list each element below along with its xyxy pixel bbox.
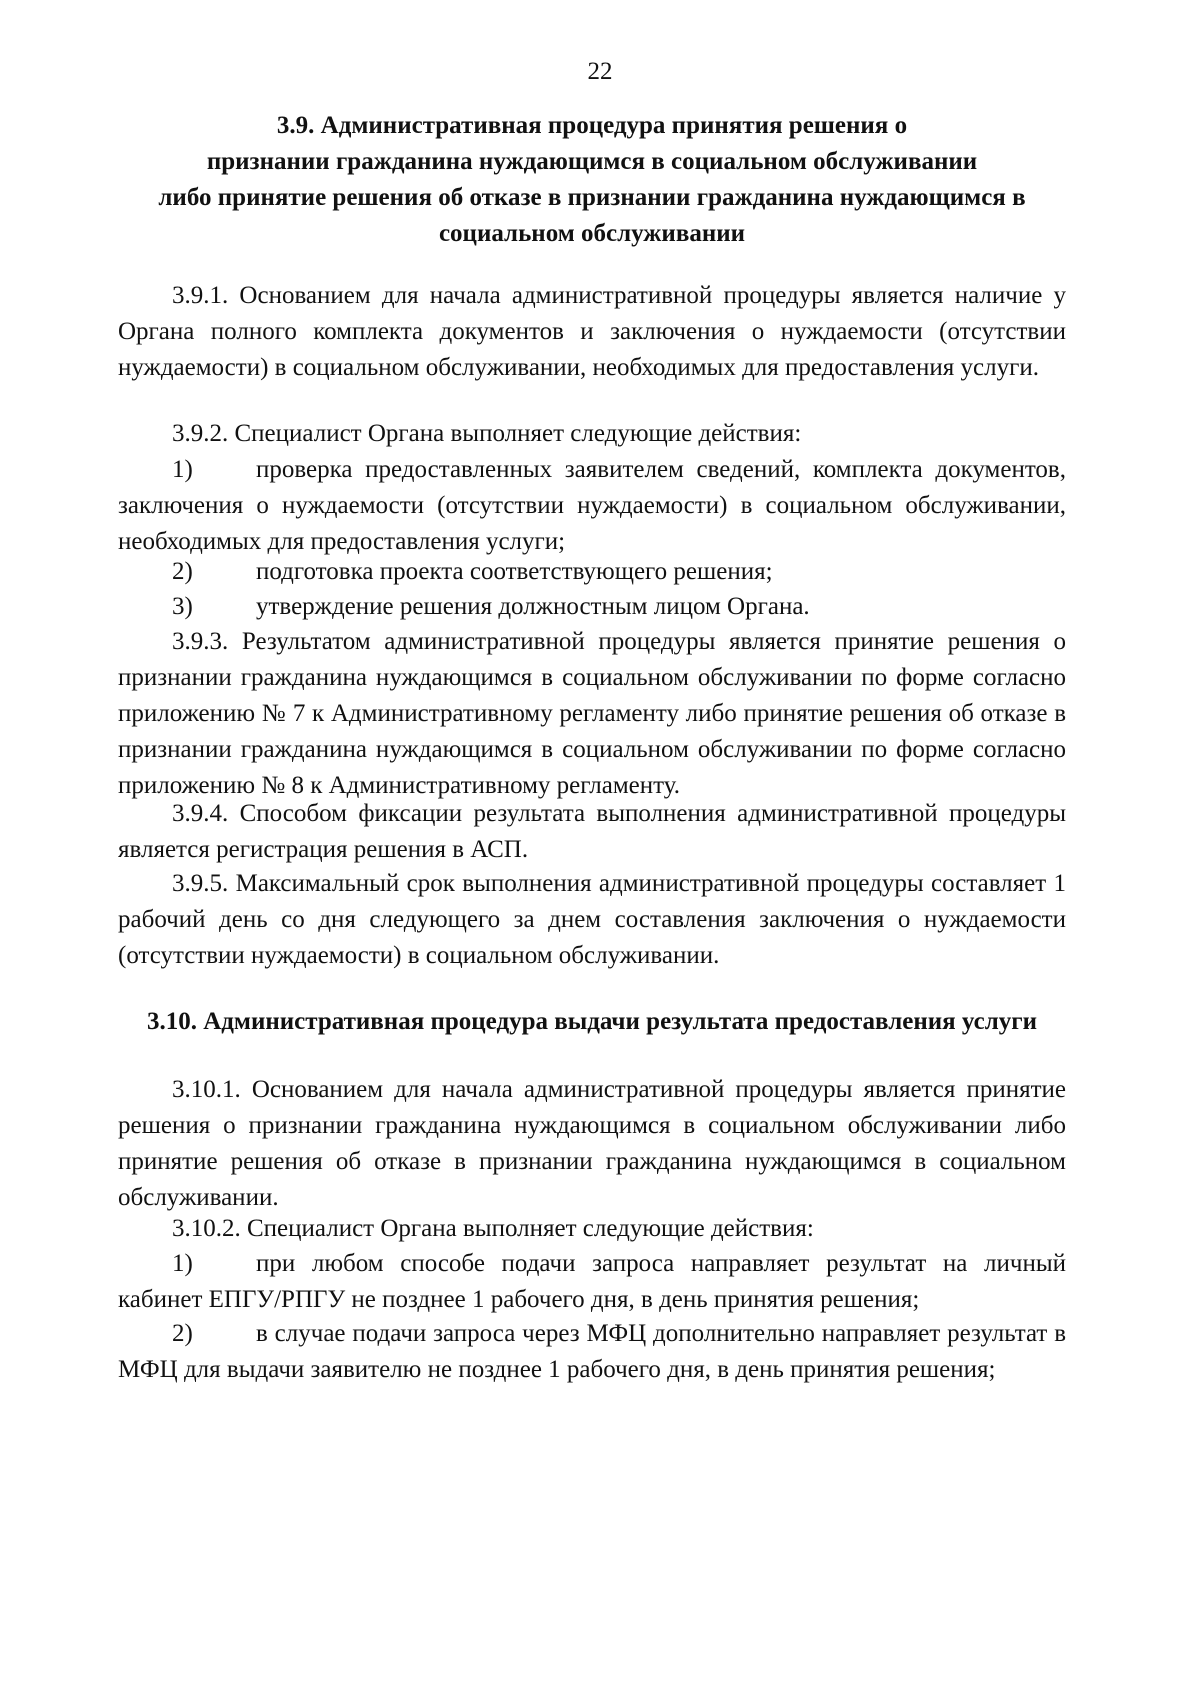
paragraph-3-9-2: 3.9.2. Специалист Органа выполняет следующие действия: [172, 420, 802, 447]
list-item-text: при любом способе подачи запроса направляет результат на личный кабинет ЕПГУ/РПГУ не позднее 1 рабочего дня, в день принятия решения; [118, 1250, 1066, 1313]
list-item-number: 1) [172, 456, 193, 483]
list-item [118, 589, 1066, 625]
list-item-number: 2) [172, 1320, 193, 1347]
section-3-10-heading [118, 1004, 1066, 1040]
paragraph-3-10-2: 3.10.2. Специалист Органа выполняет следующие действия: [172, 1215, 814, 1242]
heading-line: 3.9. Административная процедура принятия решения о [276, 112, 908, 139]
list-item-text: в случае подачи запроса через МФЦ дополнительно направляет результат в МФЦ для выдачи заявителю не позднее 1 рабочего дня, в день принятия решения; [118, 1320, 1066, 1383]
list-item [118, 1246, 1066, 1318]
heading-line: социальном обслуживании [438, 220, 746, 247]
paragraph-3-9-3: 3.9.3. Результатом административной процедуры является принятие решения о признании гражданина нуждающимся в социальном обслуживании по форме согласно приложению № 7 к Административному регламенту либо принятие решения об отказе в признании гражданина нуждающимся в социальном обслуживании по форме согласно приложению № 8 к Административному регламенту. [118, 628, 1066, 799]
paragraph-3-9-1: 3.9.1. Основанием для начала административной процедуры является наличие у Органа полного комплекта документов и заключения о нуждаемости (отсутствии нуждаемости) в социальном обслуживании, необходимых для предоставления услуги. [118, 282, 1066, 381]
heading-line: либо принятие решения об отказе в признании гражданина нуждающимся в [158, 184, 1026, 211]
paragraph-3-10-1: 3.10.1. Основанием для начала административной процедуры является принятие решения о признании гражданина нуждающимся в социальном обслуживании либо принятие решения об отказе в признании гражданина нуждающимся в социальном обслуживании. [118, 1076, 1066, 1211]
heading-line: признании гражданина нуждающимся в социальном обслуживании [206, 148, 978, 175]
list-item-text: проверка предоставленных заявителем сведений, комплекта документов, заключения о нуждаемости (отсутствии нуждаемости) в социальном обслуживании, необходимых для предоставления услуги; [118, 456, 1066, 555]
list-item [118, 554, 1066, 590]
list-item-text: подготовка проекта соответствующего решения; [256, 558, 773, 585]
list-item-number: 2) [172, 558, 193, 585]
heading-line: 3.10. Административная процедура выдачи результата предоставления услуги [146, 1008, 1038, 1035]
paragraph-3-9-5: 3.9.5. Максимальный срок выполнения административной процедуры составляет 1 рабочий день со дня следующего за днем составления заключения о нуждаемости (отсутствии нуждаемости) в социальном обслуживании. [118, 870, 1066, 969]
paragraph-3-9-4: 3.9.4. Способом фиксации результата выполнения административной процедуры является регистрация решения в АСП. [118, 800, 1066, 863]
list-item-number: 1) [172, 1250, 193, 1277]
section-3-9-heading [118, 108, 1066, 252]
page-number: 22 [587, 58, 613, 85]
list-item-number: 3) [172, 593, 193, 620]
list-item [118, 452, 1066, 560]
list-item-text: утверждение решения должностным лицом Органа. [256, 593, 810, 620]
list-item [118, 1316, 1066, 1388]
